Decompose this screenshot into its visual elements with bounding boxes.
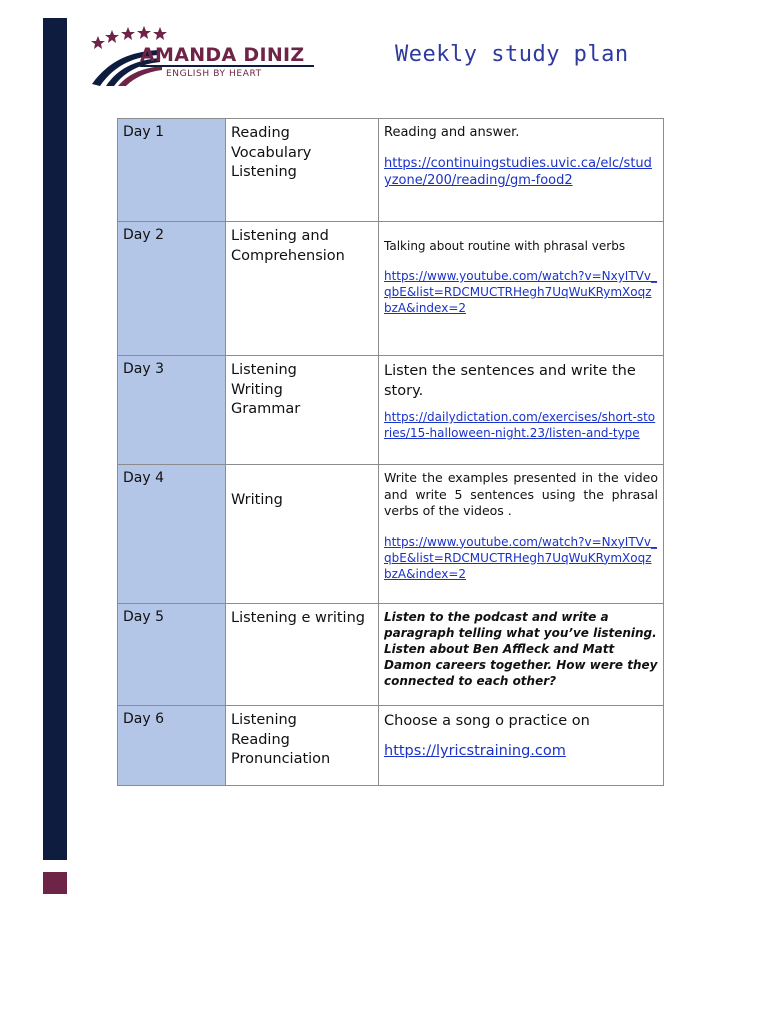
skills-cell xyxy=(226,119,379,222)
task-text-2: Listen about Ben Affleck and Matt Damon careers together. How were they connected to each other? xyxy=(384,642,658,688)
task-cell xyxy=(379,465,664,604)
task-link[interactable]: https://www.youtube.com/watch?v=NxyITVv_qbE&list=RDCMUCTRHegh7UqWuKRymXoqzbzA&index=2 xyxy=(384,269,657,315)
task-text: Listen to the podcast and write a paragraph telling what you’ve listening. xyxy=(384,610,657,640)
task-text: Listen the sentences and write the story. xyxy=(384,363,636,399)
task-cell xyxy=(379,604,664,706)
left-accent-bar xyxy=(43,18,67,860)
skill-label: Grammar xyxy=(231,401,301,417)
skills-cell xyxy=(226,706,379,786)
task-cell xyxy=(379,222,664,356)
skill-label: Listening xyxy=(231,362,297,378)
task-text: Reading and answer. xyxy=(384,125,520,140)
logo-name: AMANDA DINIZ xyxy=(140,44,305,66)
table-row xyxy=(118,706,664,786)
skills-cell xyxy=(226,356,379,465)
skill-label: Pronunciation xyxy=(231,751,331,767)
task-cell xyxy=(379,119,664,222)
skill-label: Listening xyxy=(231,164,297,180)
table-row xyxy=(118,222,664,356)
day-cell: Day 5 xyxy=(118,604,226,706)
table-row xyxy=(118,356,664,465)
day-cell: Day 4 xyxy=(118,465,226,604)
day-cell: Day 2 xyxy=(118,222,226,356)
task-cell xyxy=(379,356,664,465)
skill-label: Vocabulary xyxy=(231,144,312,161)
skills-cell xyxy=(226,465,379,604)
skills-cell xyxy=(226,222,379,356)
task-text: Talking about routine with phrasal verbs xyxy=(384,239,626,253)
day-cell: Day 6 xyxy=(118,706,226,786)
skill-label: Listening xyxy=(231,712,297,728)
table-row xyxy=(118,465,664,604)
task-cell xyxy=(379,706,664,786)
skill-label: Reading xyxy=(231,125,290,141)
skills-cell xyxy=(226,604,379,706)
skill-label: Reading xyxy=(231,731,290,748)
task-link[interactable]: https://www.youtube.com/watch?v=NxyITVv_qbE&list=RDCMUCTRHegh7UqWuKRymXoqzbzA&index=2 xyxy=(384,534,657,581)
task-link[interactable]: https://dailydictation.com/exercises/short-stories/15-halloween-night.23/listen-and-type xyxy=(384,410,656,440)
table-row xyxy=(118,604,664,706)
study-plan-table xyxy=(117,118,664,786)
skill-label: Writing xyxy=(231,492,283,508)
skill-label: Listening and Comprehension xyxy=(231,228,345,264)
table-row xyxy=(118,119,664,222)
day-cell: Day 1 xyxy=(118,119,226,222)
task-link[interactable]: https://lyricstraining.com xyxy=(384,743,566,759)
brand-logo xyxy=(88,24,328,92)
left-accent-square xyxy=(43,872,67,894)
task-text: Write the examples presented in the video and write 5 sentences using the phrasal verbs of the videos . xyxy=(384,470,658,518)
day-cell: Day 3 xyxy=(118,356,226,465)
page-title: Weekly study plan xyxy=(395,42,629,67)
task-text: Choose a song o practice on xyxy=(384,713,590,729)
task-link[interactable]: https://continuingstudies.uvic.ca/elc/studyzone/200/reading/gm-food2 xyxy=(384,156,652,188)
skill-label: Writing xyxy=(231,381,283,398)
logo-tagline: ENGLISH BY HEART xyxy=(166,69,262,79)
skill-label: Listening e writing xyxy=(231,610,365,626)
